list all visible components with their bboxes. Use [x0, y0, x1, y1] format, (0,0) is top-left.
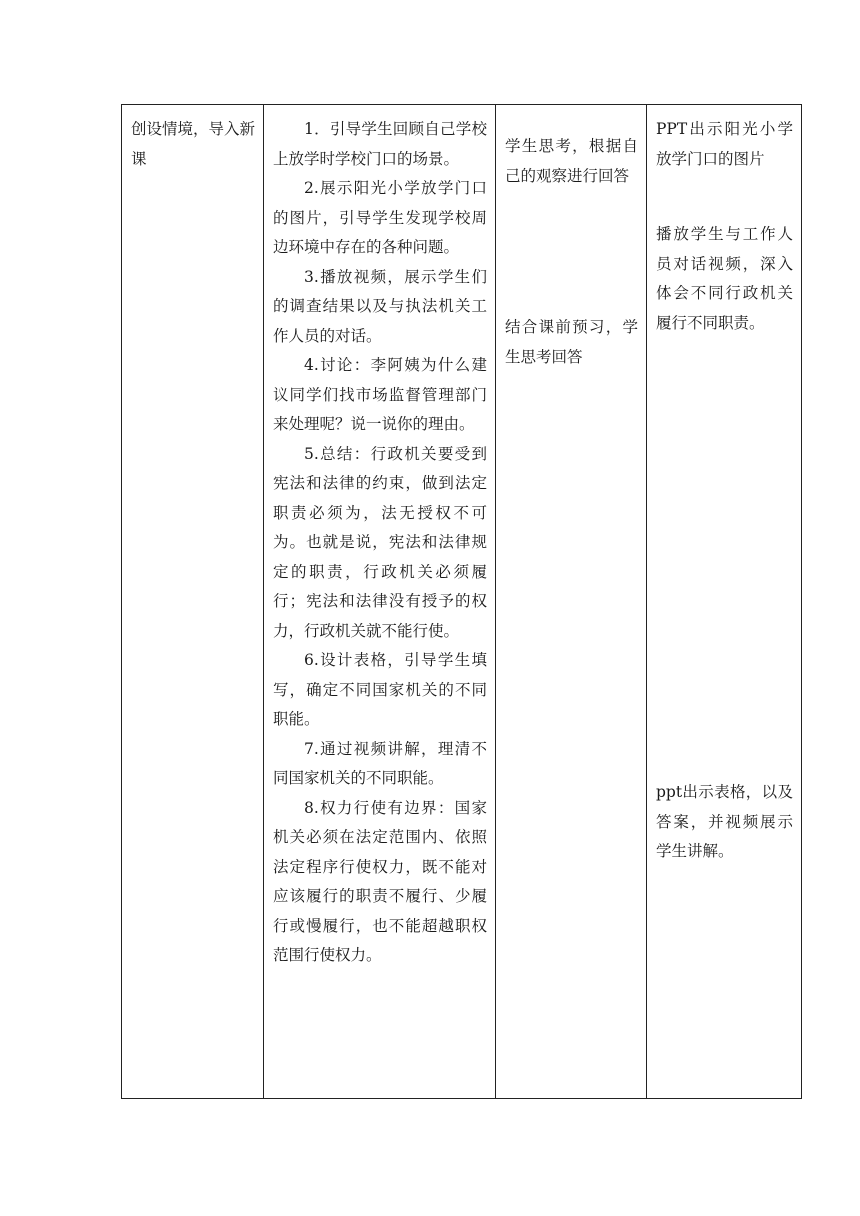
- teacher-step: 5.总结：行政机关要受到宪法和法律的约束，做到法定职责必须为，法无授权不可为。也就是说，宪法和法律规定的职责，行政机关必须履行；宪法和法律没有授予的权力，行政机关就不能行使。: [273, 444, 487, 640]
- table-row: [122, 105, 802, 1099]
- teacher-step: 7.通过视频讲解，理清不同国家机关的不同职能。: [273, 739, 487, 787]
- teacher-step: 1．引导学生回顾自己学校上放学时学校门口的场景。: [273, 120, 487, 168]
- teacher-step: 4.讨论：李阿姨为什么建议同学们找市场监督管理部门来处理呢？说一说你的理由。: [273, 356, 487, 433]
- teacher-step: 3.播放视频，展示学生们的调查结果以及与执法机关工作人员的对话。: [273, 267, 487, 345]
- design-note: ppt出示表格，以及答案，并视频展示学生讲解。: [656, 783, 793, 860]
- student-activity: 结合课前预习，学生思考回答: [505, 318, 638, 366]
- teacher-step: 6.设计表格，引导学生填写，确定不同国家机关的不同职能。: [273, 651, 487, 728]
- design-note-cell: [647, 105, 802, 1099]
- student-activity-cell: [496, 105, 647, 1099]
- design-note: 播放学生与工作人员对话视频，深入体会不同行政机关履行不同职责。: [656, 225, 793, 332]
- teacher-activity-cell: [264, 105, 496, 1099]
- stage-cell: [122, 105, 264, 1099]
- lesson-plan-table: [121, 104, 802, 1099]
- student-activity: 学生思考，根据自己的观察进行回答: [505, 137, 638, 185]
- teacher-step: 8.权力行使有边界：国家机关必须在法定范围内、依照法定程序行使权力，既不能对应该履行的职责不履行、少履行或慢履行，也不能超越职权范围行使权力。: [273, 798, 487, 964]
- stage-label: 创设情境，导入新课: [131, 120, 256, 168]
- teacher-step: 2.展示阳光小学放学门口的图片，引导学生发现学校周边环境中存在的各种问题。: [273, 179, 487, 256]
- design-note: PPT出示阳光小学放学门口的图片: [656, 120, 793, 168]
